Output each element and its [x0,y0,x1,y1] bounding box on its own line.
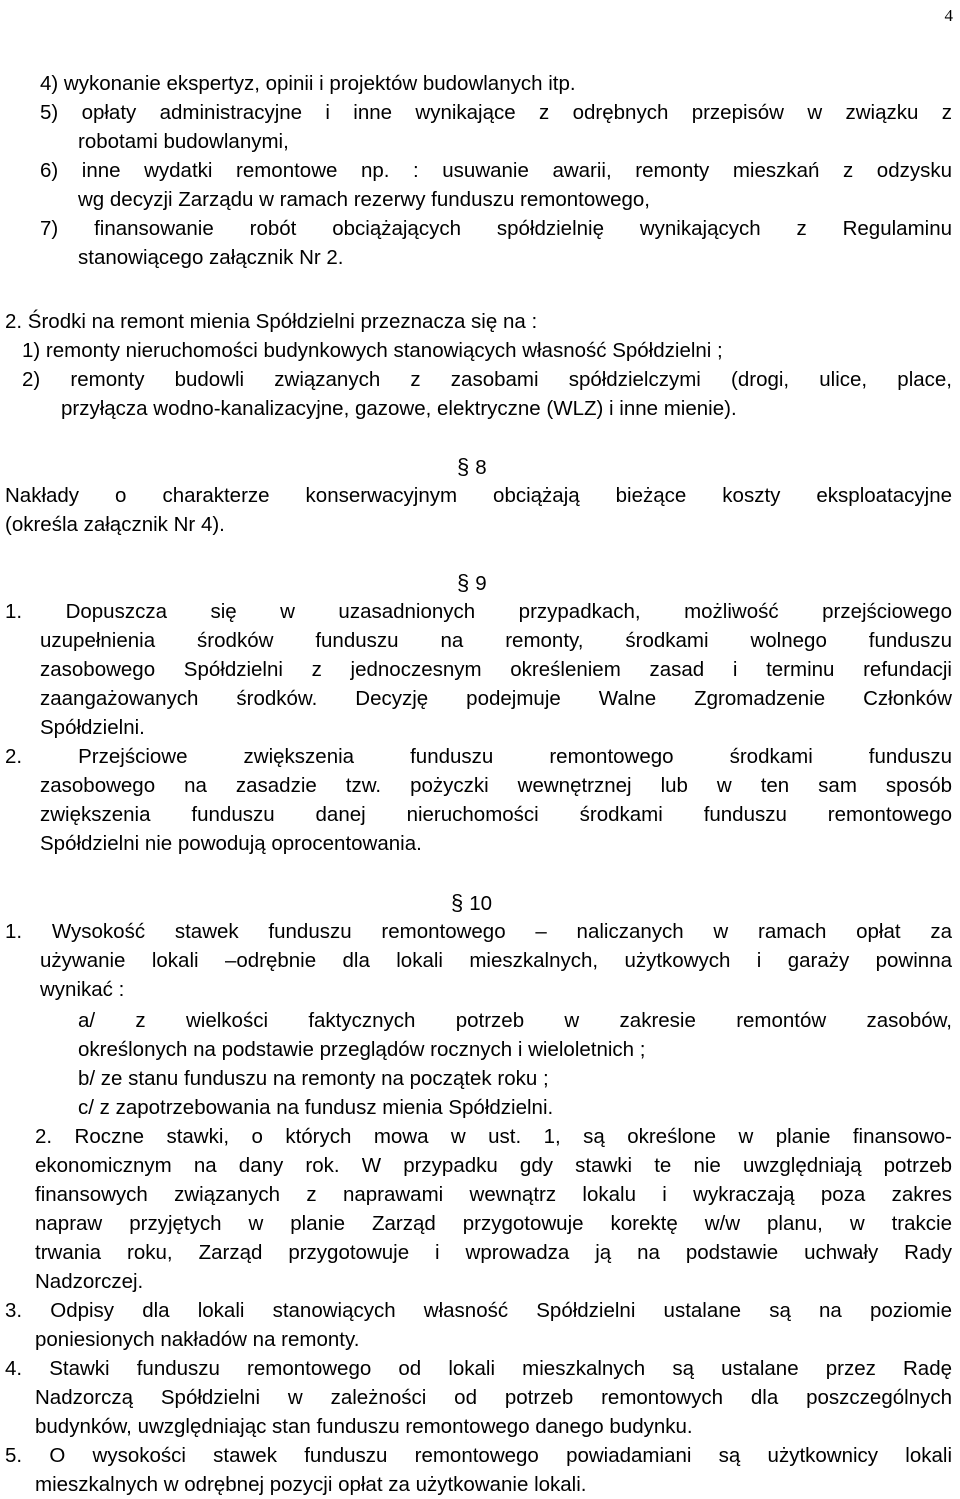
paragraph-line: napraw przyjętych w planie Zarząd przygotowuje korektę w/w planu, w trakcie [35,1212,952,1235]
paragraph-line: zaangażowanych środków. Decyzję podejmuje Walne Zgromadzenie Członków [40,687,952,710]
section-number: 10 [469,892,493,915]
paragraph-line: trwania roku, Zarząd przygotowuje i wprowadza ją na podstawie uchwały Rady [35,1241,952,1264]
list-item: wg decyzji Zarządu w ramach rezerwy funduszu remontowego, [78,188,650,211]
section-heading-10 [451,888,492,918]
paragraph-line: 2. Środki na remont mienia Spółdzielni przeznacza się na : [5,310,538,333]
section-heading-8 [457,452,487,482]
list-item: stanowiącego załącznik Nr 2. [78,246,344,269]
paragraph-line: zwiększenia funduszu danej nieruchomości środkami funduszu remontowego [40,803,952,826]
paragraph-line: (określa załącznik Nr 4). [5,513,225,536]
paragraph-line: Nakłady o charakterze konserwacyjnym obciążają bieżące koszty eksploatacyjne [5,484,952,507]
list-item: robotami budowlanymi, [78,130,289,153]
paragraph-line: określonych na podstawie przeglądów rocznych i wieloletnich ; [78,1038,646,1061]
paragraph-line: c/ z zapotrzebowania na fundusz mienia Spółdzielni. [78,1096,554,1119]
section-symbol: § [457,570,470,595]
paragraph-line: 2. Przejściowe zwiększenia funduszu remontowego środkami funduszu [5,745,952,768]
paragraph-line: przyłącza wodno-kanalizacyjne, gazowe, elektryczne (WLZ) i inne mienie). [61,397,737,420]
paragraph-line: a/ z wielkości faktycznych potrzeb w zakresie remontów zasobów, [78,1009,952,1032]
section-heading-9 [457,568,487,598]
paragraph-line: 4. Stawki funduszu remontowego od lokali mieszkalnych są ustalane przez Radę [5,1357,952,1380]
paragraph-line: 3. Odpisy dla lokali stanowiących własność Spółdzielni ustalane są na poziomie [5,1299,952,1322]
paragraph-line: Nadzorczej. [35,1270,144,1293]
section-symbol: § [457,454,470,479]
paragraph-line: zasobowego na zasadzie tzw. pożyczki wewnętrznej lub w ten sam sposób [40,774,952,797]
list-item: 7) finansowanie robót obciążających spółdzielnię wynikających z Regulaminu [40,217,952,240]
paragraph-line: używanie lokali –odrębnie dla lokali mieszkalnych, użytkowych i garaży powinna [40,949,952,972]
paragraph-line: Spółdzielni. [40,716,145,739]
paragraph-line: b/ ze stanu funduszu na remonty na początek roku ; [78,1067,549,1090]
paragraph-line: 1. Wysokość stawek funduszu remontowego – naliczanych w ramach opłat za [5,920,952,943]
paragraph-line: 2. Roczne stawki, o których mowa w ust. 1, są określone w planie finansowo- [35,1125,952,1148]
page-number: 4 [944,6,953,25]
section-symbol: § [451,890,464,915]
section-number: 8 [475,456,487,479]
paragraph-line: Nadzorczą Spółdzielni w zależności od potrzeb remontowych dla poszczególnych [35,1386,952,1409]
section-number: 9 [475,572,487,595]
paragraph-line: ekonomicznym na dany rok. W przypadku gdy stawki te nie uwzględniają potrzeb [35,1154,952,1177]
paragraph-line: Spółdzielni nie powodują oprocentowania. [40,832,422,855]
paragraph-line: wynikać : [40,978,125,1001]
list-item: 4) wykonanie ekspertyz, opinii i projektów budowlanych itp. [40,72,576,95]
paragraph-line: mieszkalnych w odrębnej pozycji opłat za użytkowanie lokali. [35,1473,587,1496]
paragraph-line: poniesionych nakładów na remonty. [35,1328,360,1351]
paragraph-line: 2) remonty budowli związanych z zasobami spółdzielczymi (drogi, ulice, place, [22,368,952,391]
paragraph-line: 1. Dopuszcza się w uzasadnionych przypadkach, możliwość przejściowego [5,600,952,623]
paragraph-line: 5. O wysokości stawek funduszu remontowego powiadamiani są użytkownicy lokali [5,1444,952,1467]
paragraph-line: zasobowego Spółdzielni z jednoczesnym określeniem zasad i terminu refundacji [40,658,952,681]
paragraph-line: finansowych związanych z naprawami wewnątrz lokalu i wykraczają poza zakres [35,1183,952,1206]
list-item: 5) opłaty administracyjne i inne wynikające z odrębnych przepisów w związku z [40,101,952,124]
list-item: 6) inne wydatki remontowe np. : usuwanie awarii, remonty mieszkań z odzysku [40,159,952,182]
paragraph-line: 1) remonty nieruchomości budynkowych stanowiących własność Spółdzielni ; [22,339,723,362]
paragraph-line: uzupełnienia środków funduszu na remonty, środkami wolnego funduszu [40,629,952,652]
paragraph-line: budynków, uwzględniając stan funduszu remontowego danego budynku. [35,1415,693,1438]
